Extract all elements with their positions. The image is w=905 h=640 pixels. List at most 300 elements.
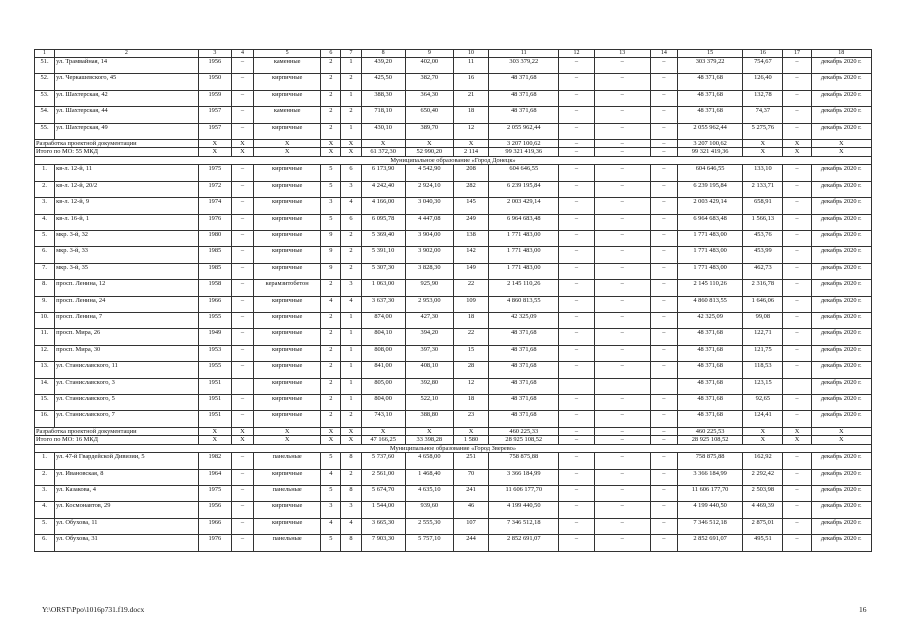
table-cell: 804,10 <box>361 329 405 345</box>
table-cell: декабрь 2020 г. <box>811 165 871 181</box>
table-row <box>35 123 872 139</box>
table-cell: 394,20 <box>405 329 453 345</box>
table-cell: 2 055 962,44 <box>489 123 559 139</box>
table-cell: 55. <box>35 123 55 139</box>
summary-label: Разработка проектной документации <box>35 427 199 436</box>
section-header-row <box>35 156 872 165</box>
summary-cell: X <box>254 436 321 445</box>
table-cell: кирпичные <box>254 469 321 485</box>
table-cell: 6 <box>341 165 361 181</box>
table-cell: кирпичные <box>254 123 321 139</box>
table-cell: – <box>594 312 650 328</box>
table-cell: 241 <box>453 485 488 501</box>
table-cell: 4 860 813,55 <box>677 296 742 312</box>
table-cell: 22 <box>453 280 488 296</box>
table-cell: 2 <box>321 411 341 427</box>
table-cell: 1 771 483,00 <box>677 231 742 247</box>
summary-row <box>35 436 872 445</box>
table-cell: 758 875,88 <box>489 453 559 469</box>
summary-cell: X <box>254 148 321 157</box>
table-cell: кирпичные <box>254 90 321 106</box>
summary-cell: X <box>321 139 341 148</box>
table-cell: 3 <box>341 280 361 296</box>
table-cell: 16. <box>35 411 55 427</box>
summary-label: Разработка проектной документации <box>35 139 199 148</box>
table-cell: 2 953,00 <box>405 296 453 312</box>
table-cell: 4 <box>321 469 341 485</box>
table-cell: 439,20 <box>361 58 405 74</box>
table-cell: 874,00 <box>361 312 405 328</box>
column-number: 18 <box>811 50 871 58</box>
table-cell: – <box>559 90 594 106</box>
table-cell: 99,08 <box>743 312 783 328</box>
table-cell <box>559 378 594 394</box>
table-cell: 2 852 691,07 <box>489 535 559 551</box>
table-cell: 9 <box>321 247 341 263</box>
table-cell: 808,00 <box>361 345 405 361</box>
table-cell: 1 <box>341 90 361 106</box>
column-number: 8 <box>361 50 405 58</box>
summary-cell: – <box>594 436 650 445</box>
table-cell: 48 371,68 <box>489 378 559 394</box>
table-cell: 2 561,00 <box>361 469 405 485</box>
table-cell: 11 <box>453 58 488 74</box>
table-cell: – <box>231 411 253 427</box>
table-cell: 1 <box>341 58 361 74</box>
table-cell: 133,10 <box>743 165 783 181</box>
table-cell: 453,99 <box>743 247 783 263</box>
table-cell: – <box>594 502 650 518</box>
summary-label: Итого по МО: 16 МКД <box>35 436 199 445</box>
table-cell: 427,30 <box>405 312 453 328</box>
summary-cell: – <box>559 148 594 157</box>
address-cell: кв-л. 16-й, 1 <box>55 214 199 230</box>
table-cell: 48 371,68 <box>677 74 742 90</box>
table-cell: – <box>231 469 253 485</box>
summary-cell: X <box>321 148 341 157</box>
summary-cell: – <box>559 427 594 436</box>
table-cell: декабрь 2020 г. <box>811 123 871 139</box>
table-cell: – <box>650 453 677 469</box>
table-cell: 2 <box>321 394 341 410</box>
table-cell: – <box>559 74 594 90</box>
table-cell: 522,10 <box>405 394 453 410</box>
table-cell: 1951 <box>198 394 231 410</box>
table-cell: декабрь 2020 г. <box>811 411 871 427</box>
table-cell: 1 <box>341 345 361 361</box>
table-cell: 2 292,42 <box>743 469 783 485</box>
table-cell: кирпичные <box>254 362 321 378</box>
table-cell: – <box>231 345 253 361</box>
table-cell: 6. <box>35 247 55 263</box>
table-cell: 2 924,10 <box>405 181 453 197</box>
table-cell: – <box>231 107 253 123</box>
summary-cell: – <box>559 139 594 148</box>
table-cell: 804,00 <box>361 394 405 410</box>
table-cell: 92,65 <box>743 394 783 410</box>
address-cell: просп. Ленина, 24 <box>55 296 199 312</box>
table-cell: 2 <box>341 74 361 90</box>
table-cell: декабрь 2020 г. <box>811 90 871 106</box>
table-cell: 48 371,68 <box>489 411 559 427</box>
summary-row <box>35 139 872 148</box>
table-cell: 208 <box>453 165 488 181</box>
table-cell: 149 <box>453 263 488 279</box>
table-cell: – <box>783 263 811 279</box>
table-cell: декабрь 2020 г. <box>811 394 871 410</box>
column-number: 2 <box>55 50 199 58</box>
table-cell: 841,00 <box>361 362 405 378</box>
table-cell: – <box>594 394 650 410</box>
table-cell: 389,70 <box>405 123 453 139</box>
table-body <box>35 50 872 552</box>
table-cell: 5 757,10 <box>405 535 453 551</box>
table-cell: – <box>231 214 253 230</box>
table-cell: 48 371,68 <box>677 411 742 427</box>
table-cell: 3 <box>341 502 361 518</box>
table-cell: – <box>650 231 677 247</box>
table-cell: – <box>231 198 253 214</box>
summary-cell: X <box>453 427 488 436</box>
table-cell: 7 346 512,18 <box>677 518 742 534</box>
table-cell: 48 371,68 <box>677 362 742 378</box>
table-cell: 2 <box>321 312 341 328</box>
address-cell: ул. Станиславского, 5 <box>55 394 199 410</box>
table-row <box>35 411 872 427</box>
table-cell: 3 904,00 <box>405 231 453 247</box>
table-cell: 1 544,00 <box>361 502 405 518</box>
table-cell: 2 <box>341 107 361 123</box>
table-cell: – <box>231 394 253 410</box>
table-cell: 2 145 110,26 <box>489 280 559 296</box>
table-cell: 2 <box>341 263 361 279</box>
summary-cell: X <box>341 139 361 148</box>
table-cell: – <box>559 411 594 427</box>
table-row <box>35 263 872 279</box>
table-cell: 939,60 <box>405 502 453 518</box>
table-cell: – <box>594 518 650 534</box>
table-cell: 7. <box>35 263 55 279</box>
table-cell: 4 166,00 <box>361 198 405 214</box>
table-cell: – <box>559 453 594 469</box>
table-cell: декабрь 2020 г. <box>811 485 871 501</box>
table-cell: 1976 <box>198 535 231 551</box>
table-cell: – <box>783 107 811 123</box>
summary-cell: X <box>198 148 231 157</box>
table-cell: – <box>650 502 677 518</box>
table-cell: – <box>231 247 253 263</box>
summary-cell: X <box>783 436 811 445</box>
table-row <box>35 469 872 485</box>
table-cell: – <box>783 181 811 197</box>
table-cell: – <box>650 362 677 378</box>
table-cell: 2 <box>321 90 341 106</box>
table-cell: 42 325,09 <box>677 312 742 328</box>
table-cell: – <box>594 345 650 361</box>
table-cell: 4 <box>321 296 341 312</box>
table-row <box>35 345 872 361</box>
table-cell: – <box>559 231 594 247</box>
table-cell: 5 737,60 <box>361 453 405 469</box>
table-cell: – <box>783 469 811 485</box>
column-number: 11 <box>489 50 559 58</box>
table-cell: – <box>231 165 253 181</box>
table-cell: 4 <box>341 296 361 312</box>
table-cell: 2 <box>341 231 361 247</box>
table-cell: кирпичные <box>254 394 321 410</box>
table-cell: 5 275,76 <box>743 123 783 139</box>
summary-cell: X <box>743 148 783 157</box>
table-cell: – <box>783 74 811 90</box>
summary-cell: 99 321 419,36 <box>489 148 559 157</box>
table-cell: 650,40 <box>405 107 453 123</box>
table-cell: 495,51 <box>743 535 783 551</box>
table-cell: 2 133,71 <box>743 181 783 197</box>
table-cell: 3 637,30 <box>361 296 405 312</box>
table-cell: 53. <box>35 90 55 106</box>
table-cell: 425,50 <box>361 74 405 90</box>
table-cell: 3 366 184,99 <box>489 469 559 485</box>
table-cell: – <box>594 247 650 263</box>
summary-cell: X <box>198 436 231 445</box>
summary-cell: X <box>231 148 253 157</box>
table-row <box>35 74 872 90</box>
table-cell: 5 674,70 <box>361 485 405 501</box>
table-cell: панельные <box>254 535 321 551</box>
table-cell: – <box>783 296 811 312</box>
table-cell: 1972 <box>198 181 231 197</box>
table-cell: 48 371,68 <box>677 90 742 106</box>
table-cell: 162,92 <box>743 453 783 469</box>
table-cell: 1 771 483,00 <box>677 263 742 279</box>
table-cell: 1975 <box>198 485 231 501</box>
housing-program-table <box>34 49 872 552</box>
table-row <box>35 181 872 197</box>
column-number: 16 <box>743 50 783 58</box>
table-cell: 16 <box>453 74 488 90</box>
address-cell: ул. Станиславского, 11 <box>55 362 199 378</box>
table-cell: – <box>559 394 594 410</box>
table-cell: 5 <box>321 485 341 501</box>
table-cell: кирпичные <box>254 74 321 90</box>
summary-cell: X <box>231 139 253 148</box>
table-cell: 1 468,40 <box>405 469 453 485</box>
summary-cell: – <box>650 148 677 157</box>
table-cell: кирпичные <box>254 329 321 345</box>
table-cell: 3 665,30 <box>361 518 405 534</box>
table-cell: – <box>594 453 650 469</box>
table-row <box>35 329 872 345</box>
table-cell: 1 <box>341 329 361 345</box>
table-cell: 1 771 483,00 <box>489 247 559 263</box>
table-cell: 3 040,30 <box>405 198 453 214</box>
table-cell: 4 469,39 <box>743 502 783 518</box>
table-cell: 6 095,78 <box>361 214 405 230</box>
table-cell: – <box>559 123 594 139</box>
column-number: 12 <box>559 50 594 58</box>
table-cell: 1985 <box>198 247 231 263</box>
table-cell: 46 <box>453 502 488 518</box>
table-row <box>35 312 872 328</box>
summary-cell: 33 398,28 <box>405 436 453 445</box>
table-cell: 54. <box>35 107 55 123</box>
table-cell: – <box>650 198 677 214</box>
table-cell: – <box>650 181 677 197</box>
table-cell: 397,30 <box>405 345 453 361</box>
summary-cell: X <box>341 427 361 436</box>
table-cell: – <box>650 107 677 123</box>
summary-cell: X <box>361 427 405 436</box>
summary-cell: X <box>321 436 341 445</box>
summary-cell: 460 225,53 <box>677 427 742 436</box>
table-cell: 1 <box>341 394 361 410</box>
table-cell: 1 <box>341 123 361 139</box>
table-cell: – <box>559 485 594 501</box>
table-cell: 48 371,68 <box>489 90 559 106</box>
table-cell: 4 658,00 <box>405 453 453 469</box>
table-cell: – <box>594 329 650 345</box>
table-cell: 48 371,68 <box>489 362 559 378</box>
table-cell: – <box>783 362 811 378</box>
table-cell: 5 307,30 <box>361 263 405 279</box>
table-cell: кирпичные <box>254 247 321 263</box>
table-cell: панельные <box>254 453 321 469</box>
table-cell: – <box>231 280 253 296</box>
table-cell: 14. <box>35 378 55 394</box>
table-cell: – <box>559 181 594 197</box>
table-cell: – <box>559 263 594 279</box>
table-cell: – <box>783 394 811 410</box>
table-cell: – <box>783 485 811 501</box>
table-cell: декабрь 2020 г. <box>811 280 871 296</box>
table-row <box>35 107 872 123</box>
table-cell: 388,80 <box>405 411 453 427</box>
table-cell: 4 242,40 <box>361 181 405 197</box>
table-cell: 2. <box>35 469 55 485</box>
summary-cell: – <box>650 139 677 148</box>
table-cell: 2 <box>321 58 341 74</box>
table-cell: – <box>650 74 677 90</box>
section-title: Муниципальное образование «Город Донецк» <box>35 156 872 165</box>
address-cell: ул. Обухова, 31 <box>55 535 199 551</box>
table-cell: – <box>594 74 650 90</box>
column-number-row <box>35 50 872 58</box>
table-cell: декабрь 2020 г. <box>811 263 871 279</box>
table-cell: 48 371,68 <box>489 107 559 123</box>
table-cell: 74,37 <box>743 107 783 123</box>
table-cell: – <box>559 58 594 74</box>
table-cell: 1976 <box>198 214 231 230</box>
table-row <box>35 165 872 181</box>
table-cell: 48 371,68 <box>489 329 559 345</box>
summary-cell: X <box>198 427 231 436</box>
table-cell: – <box>231 74 253 90</box>
table-cell: 388,30 <box>361 90 405 106</box>
table-cell: 244 <box>453 535 488 551</box>
table-cell: – <box>594 535 650 551</box>
table-cell: декабрь 2020 г. <box>811 518 871 534</box>
table-cell: – <box>231 58 253 74</box>
table-row <box>35 247 872 263</box>
table-cell: 48 371,68 <box>677 394 742 410</box>
table-cell: декабрь 2020 г. <box>811 469 871 485</box>
table-cell: 1957 <box>198 123 231 139</box>
table-cell: – <box>783 518 811 534</box>
table-cell: 1966 <box>198 296 231 312</box>
table-cell: 1 771 483,00 <box>489 263 559 279</box>
address-cell: ул. Казакова, 4 <box>55 485 199 501</box>
table-cell: декабрь 2020 г. <box>811 312 871 328</box>
table-cell: – <box>559 469 594 485</box>
table-cell: кирпичные <box>254 518 321 534</box>
table-cell: 7 903,30 <box>361 535 405 551</box>
table-cell: – <box>559 312 594 328</box>
summary-row <box>35 148 872 157</box>
summary-cell: 52 990,20 <box>405 148 453 157</box>
summary-cell: X <box>453 139 488 148</box>
table-cell: – <box>231 296 253 312</box>
file-path: Y:\ORST\Ppo\1016p731.f19.docx <box>42 605 145 614</box>
table-cell: – <box>783 247 811 263</box>
column-number: 17 <box>783 50 811 58</box>
table-row <box>35 535 872 551</box>
table-cell: 13. <box>35 362 55 378</box>
table-cell: 6 <box>341 214 361 230</box>
summary-cell: X <box>254 139 321 148</box>
table-cell: – <box>594 469 650 485</box>
table-cell: – <box>650 296 677 312</box>
table-cell: – <box>559 329 594 345</box>
table-cell: 1974 <box>198 198 231 214</box>
summary-cell: X <box>198 139 231 148</box>
table-cell: 1949 <box>198 329 231 345</box>
column-number: 3 <box>198 50 231 58</box>
table-cell: 2. <box>35 181 55 197</box>
table-cell: – <box>559 362 594 378</box>
table-cell: 303 379,22 <box>489 58 559 74</box>
table-cell: 2 <box>321 329 341 345</box>
table-cell: – <box>783 535 811 551</box>
address-cell: ул. Шахтерская, 42 <box>55 90 199 106</box>
table-cell: 2 316,78 <box>743 280 783 296</box>
table-cell: – <box>594 58 650 74</box>
column-number: 10 <box>453 50 488 58</box>
column-number: 6 <box>321 50 341 58</box>
table-cell: кирпичные <box>254 198 321 214</box>
table-cell: 5 <box>321 181 341 197</box>
table-cell: декабрь 2020 г. <box>811 198 871 214</box>
table-cell: 15 <box>453 345 488 361</box>
table-cell: 48 371,68 <box>489 394 559 410</box>
table-cell: 8 <box>341 535 361 551</box>
table-cell: 3 <box>321 198 341 214</box>
table-cell: 392,80 <box>405 378 453 394</box>
table-cell: 18 <box>453 394 488 410</box>
table-cell: – <box>650 263 677 279</box>
table-cell: декабрь 2020 г. <box>811 453 871 469</box>
table-cell: 3 828,30 <box>405 263 453 279</box>
table-row <box>35 231 872 247</box>
table-cell: 18 <box>453 312 488 328</box>
table-cell: – <box>559 345 594 361</box>
table-cell: декабрь 2020 г. <box>811 181 871 197</box>
table-cell: – <box>231 329 253 345</box>
table-cell: кирпичные <box>254 165 321 181</box>
summary-cell: X <box>254 427 321 436</box>
table-cell: декабрь 2020 г. <box>811 74 871 90</box>
table-cell: 2 503,98 <box>743 485 783 501</box>
table-cell: 2 <box>321 123 341 139</box>
